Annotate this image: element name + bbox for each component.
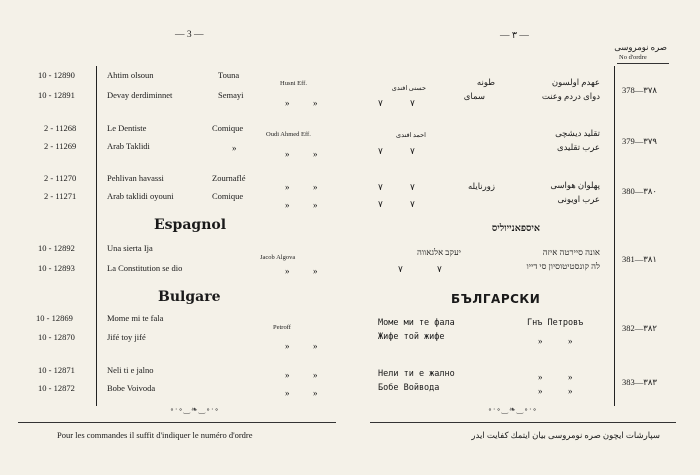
- ditto-mark: »: [285, 266, 290, 276]
- ditto-mark: »: [313, 370, 318, 380]
- song-title-ottoman: دواى دردم وعنت: [541, 91, 600, 101]
- artist-name: Petroff: [273, 324, 291, 331]
- song-title: Bobe Voivoda: [107, 383, 156, 393]
- ditto-mark: »: [313, 266, 318, 276]
- section-heading-bulgare-cyrillic: БЪЛГАРСКИ: [451, 292, 541, 306]
- catalog-number: 10 - 12892: [38, 243, 75, 253]
- ditto-mark: »: [313, 341, 318, 351]
- artist-name-ottoman: حسنى افندى: [391, 85, 426, 92]
- song-title-ottoman: پهلوان هواسى: [550, 180, 600, 190]
- catalog-number: 10 - 12871: [38, 365, 75, 375]
- song-title-ottoman: عرب اويونى: [557, 194, 600, 204]
- ditto-mark: »: [285, 370, 290, 380]
- catalog-number: 2 - 11270: [44, 173, 77, 183]
- song-title: Arab taklidi oyouni: [107, 191, 174, 201]
- left-column-rule: [96, 66, 97, 406]
- artist-name: Oudi Ahmed Eff.: [266, 131, 311, 138]
- ditto-mark: »: [285, 388, 290, 398]
- ditto-mark: ٧: [410, 199, 415, 209]
- catalog-number: 10 - 12869: [36, 313, 73, 323]
- ditto-mark: »: [538, 386, 543, 396]
- song-title-cyrillic: Бобе Войвода: [378, 383, 440, 393]
- order-number: 383—٣٨٣: [622, 377, 657, 387]
- ditto-mark: »: [538, 336, 543, 346]
- ditto-mark: ٧: [410, 146, 415, 156]
- ditto-mark: »: [232, 143, 237, 153]
- song-genre: Touna: [218, 70, 240, 80]
- order-column-rule: [614, 66, 615, 406]
- song-genre-ottoman: زورنايله: [467, 181, 495, 191]
- song-title: Ahtim olsoun: [107, 70, 154, 80]
- song-genre: Comique: [212, 191, 244, 201]
- ditto-mark: »: [568, 372, 573, 382]
- ditto-mark: ٧: [398, 264, 403, 274]
- order-number: 382—٣٨٢: [622, 323, 657, 333]
- artist-name-cyrillic: Гнъ Петровъ: [527, 318, 584, 328]
- ditto-mark: »: [313, 182, 318, 192]
- right-page-number: — ٣ —: [500, 31, 529, 41]
- ditto-mark: ٧: [410, 182, 415, 192]
- artist-name-hebrew: יעקב אלגאווה: [416, 247, 461, 257]
- song-title: Le Dentiste: [107, 123, 147, 133]
- ditto-mark: ٧: [378, 98, 383, 108]
- song-title-ottoman: تقليد دیشچى: [555, 128, 600, 138]
- song-genre-ottoman: طونه: [476, 77, 495, 87]
- ditto-mark: ٧: [437, 264, 442, 274]
- ditto-mark: »: [313, 200, 318, 210]
- order-number: 381—٣٨١: [622, 254, 657, 264]
- song-title: Arab Taklidi: [107, 141, 150, 151]
- ditto-mark: »: [285, 200, 290, 210]
- ditto-mark: ٧: [378, 199, 383, 209]
- ditto-mark: ٧: [410, 98, 415, 108]
- order-number: 380—٣٨٠: [622, 186, 657, 196]
- song-title: Una sierta Ija: [107, 243, 153, 253]
- ornament-divider: ∘·∘‿❧‿∘·∘: [488, 405, 538, 414]
- order-number: 379—٣٧٩: [622, 136, 657, 146]
- song-title: Jifé toy jifé: [107, 332, 146, 342]
- catalog-number: 2 - 11269: [44, 141, 77, 151]
- song-title: Pehlivan havassi: [107, 173, 164, 183]
- ditto-mark: »: [313, 388, 318, 398]
- ornament-divider: ∘·∘‿❧‿∘·∘: [170, 405, 220, 414]
- song-title: La Constitution se dio: [107, 263, 183, 273]
- section-heading-espagnol-hebrew: איספאנייוליס: [491, 224, 540, 234]
- catalog-number: 2 - 11271: [44, 191, 77, 201]
- left-page-number: — 3 —: [175, 30, 204, 40]
- ditto-mark: »: [285, 149, 290, 159]
- song-title-hebrew: לה קונסטיטוסיון סי דייו: [526, 261, 600, 271]
- catalog-number: 10 - 12870: [38, 332, 75, 342]
- artist-name-ottoman: احمد افندى: [396, 132, 426, 139]
- song-title-cyrillic: Моме ми те фала: [378, 318, 455, 328]
- order-header-sub: No d'ordre: [619, 54, 647, 61]
- song-title-ottoman: عهدم اولسون: [551, 77, 600, 87]
- artist-name: Jacob Algova: [260, 254, 296, 261]
- song-title: Devay derdiminnet: [107, 90, 173, 100]
- song-genre: Zournaflé: [212, 173, 246, 183]
- ditto-mark: »: [538, 372, 543, 382]
- ditto-mark: »: [313, 149, 318, 159]
- song-title-cyrillic: Нели ти е жално: [378, 369, 455, 379]
- header-underline: [617, 63, 669, 64]
- footer-rule: [370, 422, 676, 423]
- song-genre: Comique: [212, 123, 244, 133]
- ditto-mark: »: [568, 386, 573, 396]
- song-title-hebrew: אונה סיירטה איזה: [542, 247, 600, 257]
- ditto-mark: »: [285, 98, 290, 108]
- artist-name: Husni Eff.: [280, 80, 307, 87]
- ditto-mark: »: [285, 341, 290, 351]
- order-header-label: صره نومروسى: [614, 42, 667, 52]
- order-number: 378—٣٧٨: [622, 85, 657, 95]
- song-title: Mome mi te fala: [107, 313, 164, 323]
- section-heading-bulgare: Bulgare: [158, 289, 221, 305]
- song-title-cyrillic: Жифе той жифе: [378, 332, 445, 342]
- footer-rule: [18, 422, 336, 423]
- ditto-mark: »: [568, 336, 573, 346]
- catalog-number: 10 - 12893: [38, 263, 75, 273]
- catalog-number: 10 - 12872: [38, 383, 75, 393]
- ditto-mark: ٧: [378, 146, 383, 156]
- catalog-number: 2 - 11268: [44, 123, 77, 133]
- song-title-ottoman: عرب تقليدى: [556, 142, 600, 152]
- ditto-mark: »: [313, 98, 318, 108]
- footer-note: Pour les commandes il suffit d'indiquer le numéro d'ordre: [57, 430, 253, 440]
- song-genre: Semayi: [218, 90, 244, 100]
- catalog-number: 10 - 12891: [38, 90, 75, 100]
- song-genre-ottoman: سماى: [463, 91, 485, 101]
- song-title: Neli ti e jalno: [107, 365, 154, 375]
- footer-note-ottoman: سپارشات ايچون صره نومروسى بيان ايتمك كفايت ايدر: [471, 430, 660, 440]
- ditto-mark: ٧: [378, 182, 383, 192]
- catalog-number: 10 - 12890: [38, 70, 75, 80]
- section-heading-espagnol: Espagnol: [154, 217, 227, 233]
- ditto-mark: »: [285, 182, 290, 192]
